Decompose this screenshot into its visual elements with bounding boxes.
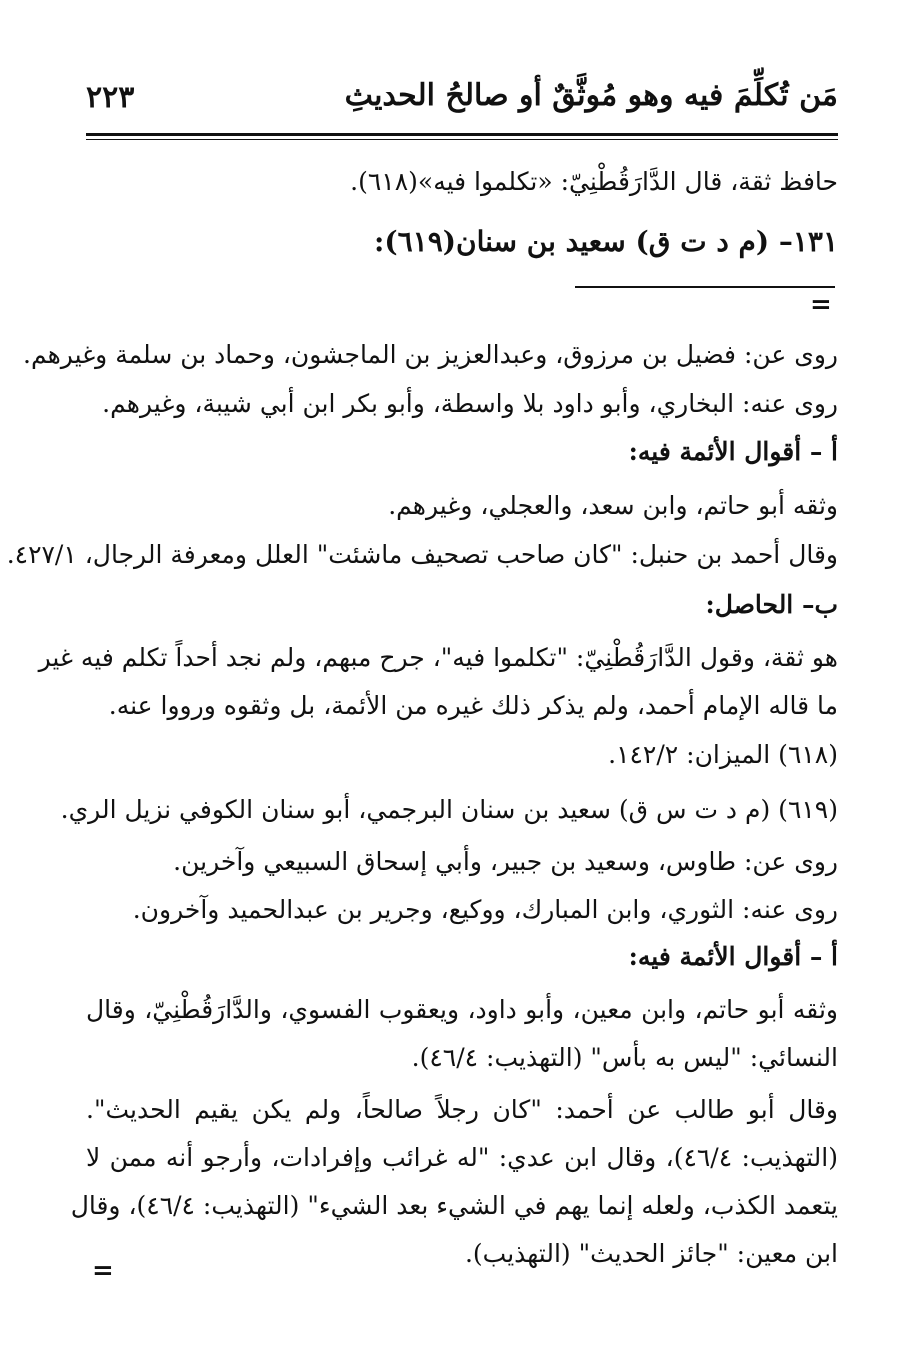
separator-rule — [575, 286, 835, 288]
footnote-tawthiq-line-4: (التهذيب: ٤٦/٤)، وقال ابن عدي: "له غرائب وإفرادات، وأرجو أنه ممن لا — [86, 1143, 838, 1172]
continuation-mark-top: = — [810, 290, 832, 320]
running-title: مَن تُكلِّمَ فيه وهو مُوثَّقٌ أو صالحُ الحديثِ — [344, 78, 838, 113]
entry-heading: ١٣١– (م د ت ق) سعيد بن سنان(٦١٩): — [374, 225, 838, 258]
footnote-tawthiq-line-6: ابن معين: "جائز الحديث" (التهذيب). — [464, 1239, 838, 1268]
continuation-mark-bottom: = — [92, 1256, 114, 1286]
footnote-tawthiq-line-5: يتعمد الكذب، ولعله إنما يهم في الشيء بعد الشيء" (التهذيب: ٤٦/٤)، وقال — [70, 1191, 838, 1220]
page-header — [86, 78, 838, 126]
footnote-619-line-1: (٦١٩) (م د ت س ق) سعيد بن سنان البرجمي، أبو سنان الكوفي نزيل الري. — [60, 795, 838, 824]
footnote-section-a-heading: أ – أقوال الأئمة فيه: — [628, 942, 838, 971]
rawa-anhu-line: روى عنه: البخاري، وأبو داود بلا واسطة، وأبو بكر ابن أبي شيبة، وغيرهم. — [102, 389, 838, 418]
footnote-618: (٦١٨) الميزان: ١٤٢/٢. — [608, 740, 838, 769]
hasil-line-2: ما قاله الإمام أحمد، ولم يذكر ذلك غيره من الأئمة، بل وثقوه ورووا عنه. — [108, 691, 838, 720]
footnote-tawthiq-line-3: وقال أبو طالب عن أحمد: "كان رجلاً صالحاً، ولم يكن يقيم الحديث". — [86, 1095, 838, 1124]
footnote-tawthiq-line-2: النسائي: "ليس به بأس" (التهذيب: ٤٦/٤). — [411, 1043, 838, 1072]
text-line-1: حافظ ثقة، قال الدَّارَقُطْنِيّ: «تكلموا فيه»(٦١٨). — [350, 167, 838, 196]
header-rule — [86, 133, 838, 136]
footnote-tawthiq-line-1: وثقه أبو حاتم، وابن معين، وأبو داود، ويعقوب الفسوي، والدَّارَقُطْنِيّ، وقال — [86, 995, 838, 1024]
section-a-heading: أ – أقوال الأئمة فيه: — [628, 437, 838, 466]
footnote-619-line-3: روى عنه: الثوري، وابن المبارك، ووكيع، وجرير بن عبدالحميد وآخرون. — [132, 895, 838, 924]
hasil-line-1: هو ثقة، وقول الدَّارَقُطْنِيّ: "تكلموا فيه"، جرح مبهم، ولم نجد أحداً تكلم فيه غير — [38, 643, 838, 672]
section-b-heading: ب– الحاصل: — [705, 590, 838, 619]
header-rule-thin — [86, 139, 838, 140]
tawthiq-line: وثقه أبو حاتم، وابن سعد، والعجلي، وغيرهم. — [388, 491, 838, 520]
page-number: ٢٢٣ — [86, 80, 135, 115]
footnote-619-line-2: روى عن: طاوس، وسعيد بن جبير، وأبي إسحاق السبيعي وآخرين. — [173, 847, 838, 876]
rawa-an-line: روى عن: فضيل بن مرزوق، وعبدالعزيز بن الماجشون، وحماد بن سلمة وغيرهم. — [23, 340, 838, 369]
ahmad-line: وقال أحمد بن حنبل: "كان صاحب تصحيف ماشئت" العلل ومعرفة الرجال، ٤٢٧/١. — [6, 540, 838, 569]
